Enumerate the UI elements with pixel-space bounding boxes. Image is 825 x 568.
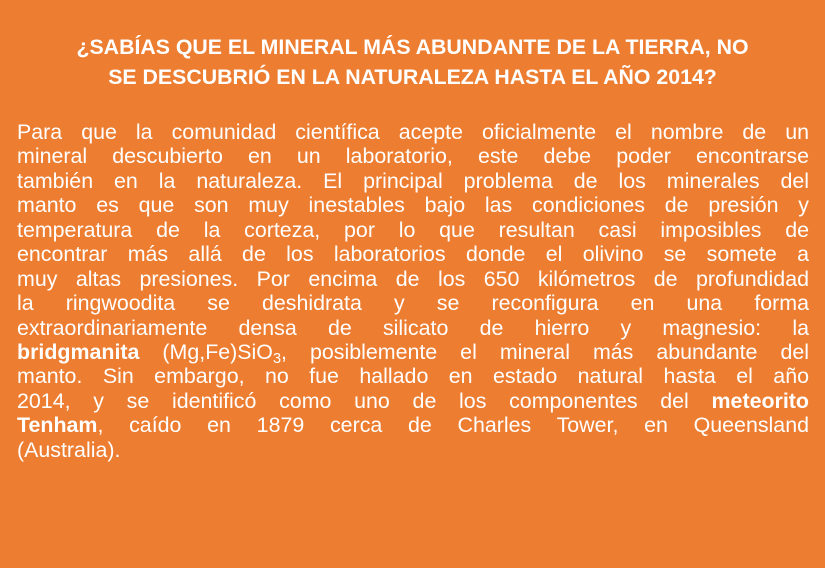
body-line-12	[17, 389, 809, 413]
body-line-5: temperatura de la corteza, por lo que resultan casi imposibles de	[17, 217, 809, 242]
headline	[16, 32, 809, 92]
body-line-13-text: , caído en 1879 cerca de Charles Tower, en Queensland	[97, 413, 809, 438]
body-line-11: manto. Sin embargo, no fue hallado en estado natural hasta el año	[17, 364, 809, 389]
body-line-10-rest: , posiblemente el mineral más abundante del	[281, 339, 809, 364]
term-bridgmanita: bridgmanita	[17, 339, 140, 364]
chemical-formula	[139, 339, 282, 367]
body-line-12-text: 2014, y se identificó como uno de los componentes del	[17, 388, 712, 413]
body-line-10	[17, 339, 809, 367]
body-line-1: Para que la comunidad científica acepte oficialmente el nombre de un	[17, 120, 809, 144]
body-line-14: (Australia).	[17, 437, 121, 462]
term-tenham: Tenham	[17, 413, 98, 438]
headline-line-2: SE DESCUBRIÓ EN LA NATURALEZA HASTA EL AÑO 2014?	[108, 65, 717, 89]
term-meteorito: meteorito	[711, 388, 809, 413]
headline-line-1: ¿SABÍAS QUE EL MINERAL MÁS ABUNDANTE DE LA TIERRA, NO	[76, 35, 749, 59]
body-line-8: la ringwoodita se deshidrata y se reconfigura en una forma	[17, 291, 809, 316]
body-paragraph	[17, 120, 809, 462]
formula-text: (Mg,Fe)SiO	[139, 339, 273, 364]
body-line-7: muy altas presiones. Por encima de los 650 kilómetros de profundidad	[17, 266, 809, 291]
body-line-6: encontrar más allá de los laboratorios donde el olivino se somete a	[17, 242, 809, 267]
body-line-9: extraordinariamente densa de silicato de hierro y magnesio: la	[17, 315, 809, 340]
body-line-4: manto es que son muy inestables bajo las condiciones de presión y	[17, 193, 809, 218]
body-line-3: también en la naturaleza. El principal problema de los minerales del	[17, 168, 809, 193]
body-line-13	[17, 413, 809, 437]
formula-subscript: 3	[272, 351, 282, 367]
body-line-2: mineral descubierto en un laboratorio, este debe poder encontrarse	[17, 144, 809, 169]
